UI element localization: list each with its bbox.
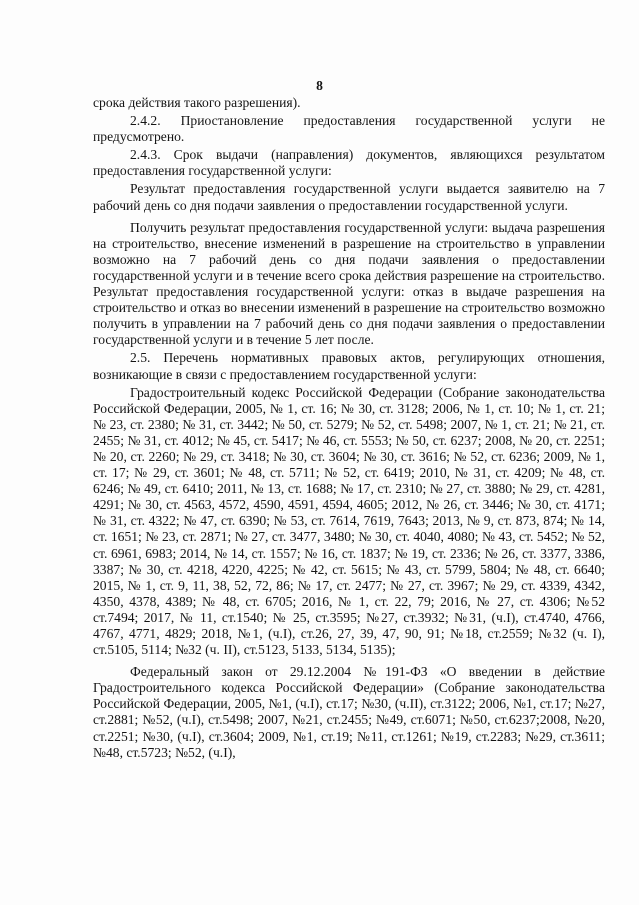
paragraph-2-4-2: 2.4.2. Приостановление предоставления государственной услуги не предусмотрено. (93, 113, 605, 145)
page-number: 8 (316, 78, 323, 93)
paragraph-term-continuation: срока действия такого разрешения). (93, 95, 301, 110)
paragraph-federal-law-191: Федеральный закон от 29.12.2004 №191-ФЗ «О введении в действие Градостроительного кодекса Российской Федерации» (Собрание законодательства Российской Федерации, 2005, №1, (ч.I), ст.17; №30, (ч.II), ст.3122; 2006, №1, ст.17; №27, ст.2881; №52, (ч.I), ст.5498; 2007, №21, ст.2455; №49, ст.6071; №50, ст.6237;2008, №20, ст.2251; №30, (ч.I), ст.3604; 2009, №1, ст.19; №11, ст.1261; №19, ст.2283; №29, ст.3611; №48, ст.5723; №52, (ч.I), (93, 664, 605, 760)
paragraph-urban-planning-code: Градостроительный кодекс Российской Федерации (Собрание законодательства Российской Федерации, 2005, № 1, ст. 16; № 30, ст. 3128; 2006, № 1, ст. 10; № 1, ст. 21; № 23, ст. 2380; № 31, ст. 3442; № 50, ст. 5279; № 52, ст. 5498; 2007, № 1, ст. 21; № 21, ст. 2455; № 31, ст. 4012; № 45, ст. 5417; № 46, ст. 5553; № 50, ст. 6237; 2008, № 20, ст. 2251; № 20, ст. 2260; № 29, ст. 3418; № 30, ст. 3604; № 30, ст. 3616; № 52, ст. 6236; 2009, № 1, ст. 17; № 29, ст. 3601; № 48, ст. 5711; № 52, ст. 6419; 2010, № 31, ст. 4209; № 48, ст. 6246; № 49, ст. 6410; 2011, № 13, ст. 1688; № 17, ст. 2310; № 27, ст. 3880; № 29, ст. 4281, 4291; № 30, ст. 4563, 4572, 4590, 4591, 4594, 4605; 2012, № 26, ст. 3446; № 30, ст. 4171; № 31, ст. 4322; № 47, ст. 6390; № 53, ст. 7614, 7619, 7643; 2013, № 9, ст. 873, 874; № 14, ст. 1651; № 23, ст. 2871; № 27, ст. 3477, 3480; № 30, ст. 4040, 4080; № 43, ст. 5452; № 52, ст. 6961, 6983; 2014, № 14, ст. 1557; № 16, ст. 1837; № 19, ст. 2336; № 26, ст. 3377, 3386, 3387; № 30, ст. 4218, 4220, 4225; № 42, ст. 5615; № 43, ст. 5799, 5804; № 48, ст. 6640; 2015, № 1, ст. 9, 11, 38, 52, 72, 86; № 17, ст. 2477; № 27, ст. 3967; № 29, ст. 4339, 4342, 4350, 4378, 4389; № 48, ст. 6705; 2016, № 1, ст. 22, 79; 2016, № 27, ст. 4306; №52 ст.7494; 2017, № 11, ст.1540; № 25, ст.3595; №27, ст.3932; №31, (ч.I), ст.4740, 4766, 4767, 4771, 4829; 2018, №1, (ч.I), ст.26, 27, 39, 47, 90, 91; №18, ст.2559; №32 (ч. I), ст.5105, 5114; №32 (ч. II), ст.5123, 5133, 5134, 5135); (93, 384, 605, 658)
paragraph-obtain-result: Получить результат предоставления государственной услуги: выдача разрешения на строительство, внесение изменений в разрешение на строительство в управлении возможно на 7 рабочий день со дня подачи заявления о предоставлении государственной услуги и в течение всего срока действия разрешение на строительство. Результат предоставления государственной услуги: отказ в выдаче разрешения на строительство и отказ во внесении изменений в разрешение на строительство возможно получить в управлении на 7 рабочий день со дня подачи заявления о предоставлении государственной услуги и в течение 5 лет после. (93, 219, 605, 348)
document-body (93, 95, 605, 763)
paragraph-2-5: 2.5. Перечень нормативных правовых актов, регулирующих отношения, возникающие в связи с предоставлением государственной услуги: (93, 350, 605, 382)
paragraph-2-4-3: 2.4.3. Срок выдачи (направления) документов, являющихся результатом предоставления государственной услуги: (93, 147, 605, 179)
paragraph-result-issued: Результат предоставления государственной услуги выдается заявителю на 7 рабочий день со дня подачи заявления о предоставлении государственной услуги. (93, 181, 605, 213)
